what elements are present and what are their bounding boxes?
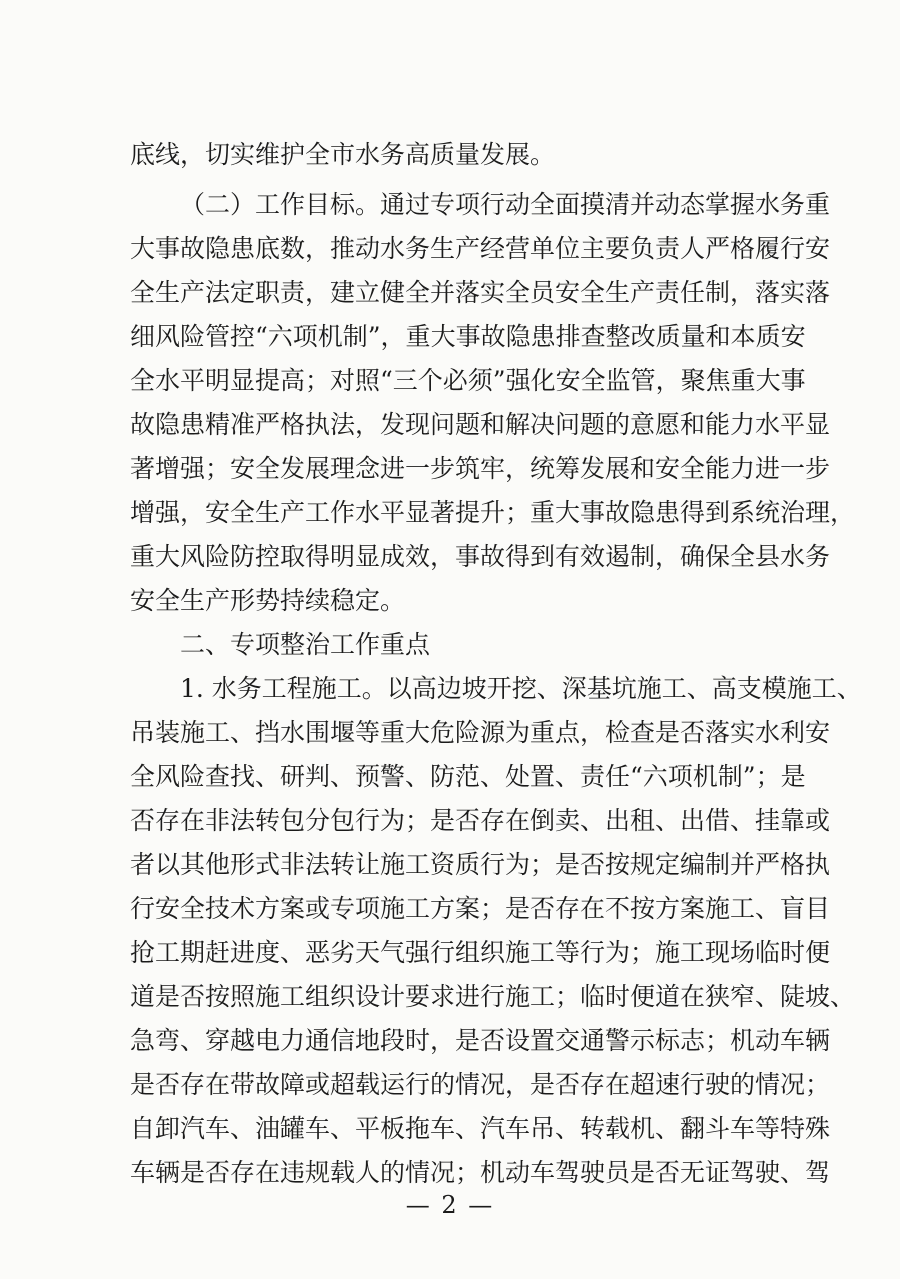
page-number: — 2 — (405, 1191, 495, 1219)
body-text-line: 者以其他形式非法转让施工资质行为；是否按规定编制并严格执 (130, 850, 831, 879)
body-text-line: 重大风险防控取得明显成效，事故得到有效遏制，确保全县水务 (130, 542, 831, 571)
body-text-line: 车辆是否存在违规载人的情况；机动车驾驶员是否无证驾驶、驾 (130, 1158, 831, 1187)
body-text-line: 著增强；安全发展理念进一步筑牢，统筹发展和安全能力进一步 (130, 454, 831, 483)
body-text-line: 抢工期赶进度、恶劣天气强行组织施工等行为；施工现场临时便 (130, 938, 831, 967)
body-text-line: 急弯、穿越电力通信地段时，是否设置交通警示标志；机动车辆 (130, 1026, 831, 1055)
body-text-line: 故隐患精准严格执法，发现问题和解决问题的意愿和能力水平显 (130, 410, 831, 439)
body-text-line: （二）工作目标。通过专项行动全面摸清并动态掌握水务重 (180, 190, 831, 219)
body-text-line: 道是否按照施工组织设计要求进行施工；临时便道在狭窄、陡坡、 (130, 982, 856, 1011)
body-text-line: 否存在非法转包分包行为；是否存在倒卖、出租、出借、挂靠或 (130, 806, 831, 835)
body-text-line: 全风险查找、研判、预警、防范、处置、责任“六项机制”；是 (130, 762, 806, 791)
body-text-line: 安全生产形势持续稳定。 (130, 586, 406, 615)
body-text-line: 底线，切实维护全市水务高质量发展。 (130, 140, 556, 169)
body-text-line: 是否存在带故障或超载运行的情况，是否存在超速行驶的情况； (130, 1070, 831, 1099)
body-text-line: 1. 水务工程施工。以高边坡开挖、深基坑施工、高支模施工、 (180, 674, 862, 703)
body-text-line: 增强，安全生产工作水平显著提升；重大事故隐患得到系统治理， (130, 498, 856, 527)
body-text-line: 行安全技术方案或专项施工方案；是否存在不按方案施工、盲目 (130, 894, 831, 923)
body-text-line: 大事故隐患底数，推动水务生产经营单位主要负责人严格履行安 (130, 234, 831, 263)
body-text-line: 吊装施工、挡水围堰等重大危险源为重点，检查是否落实水利安 (130, 718, 831, 747)
section-heading: 二、专项整治工作重点 (180, 630, 431, 659)
body-text-line: 细风险管控“六项机制”，重大事故隐患排查整改质量和本质安 (130, 322, 806, 351)
body-text-line: 全水平明显提高；对照“三个必须”强化安全监管，聚焦重大事 (130, 366, 806, 395)
body-text-line: 全生产法定职责，建立健全并落实全员安全生产责任制，落实落 (130, 278, 831, 307)
body-text-line: 自卸汽车、油罐车、平板拖车、汽车吊、转载机、翻斗车等特殊 (130, 1114, 831, 1143)
